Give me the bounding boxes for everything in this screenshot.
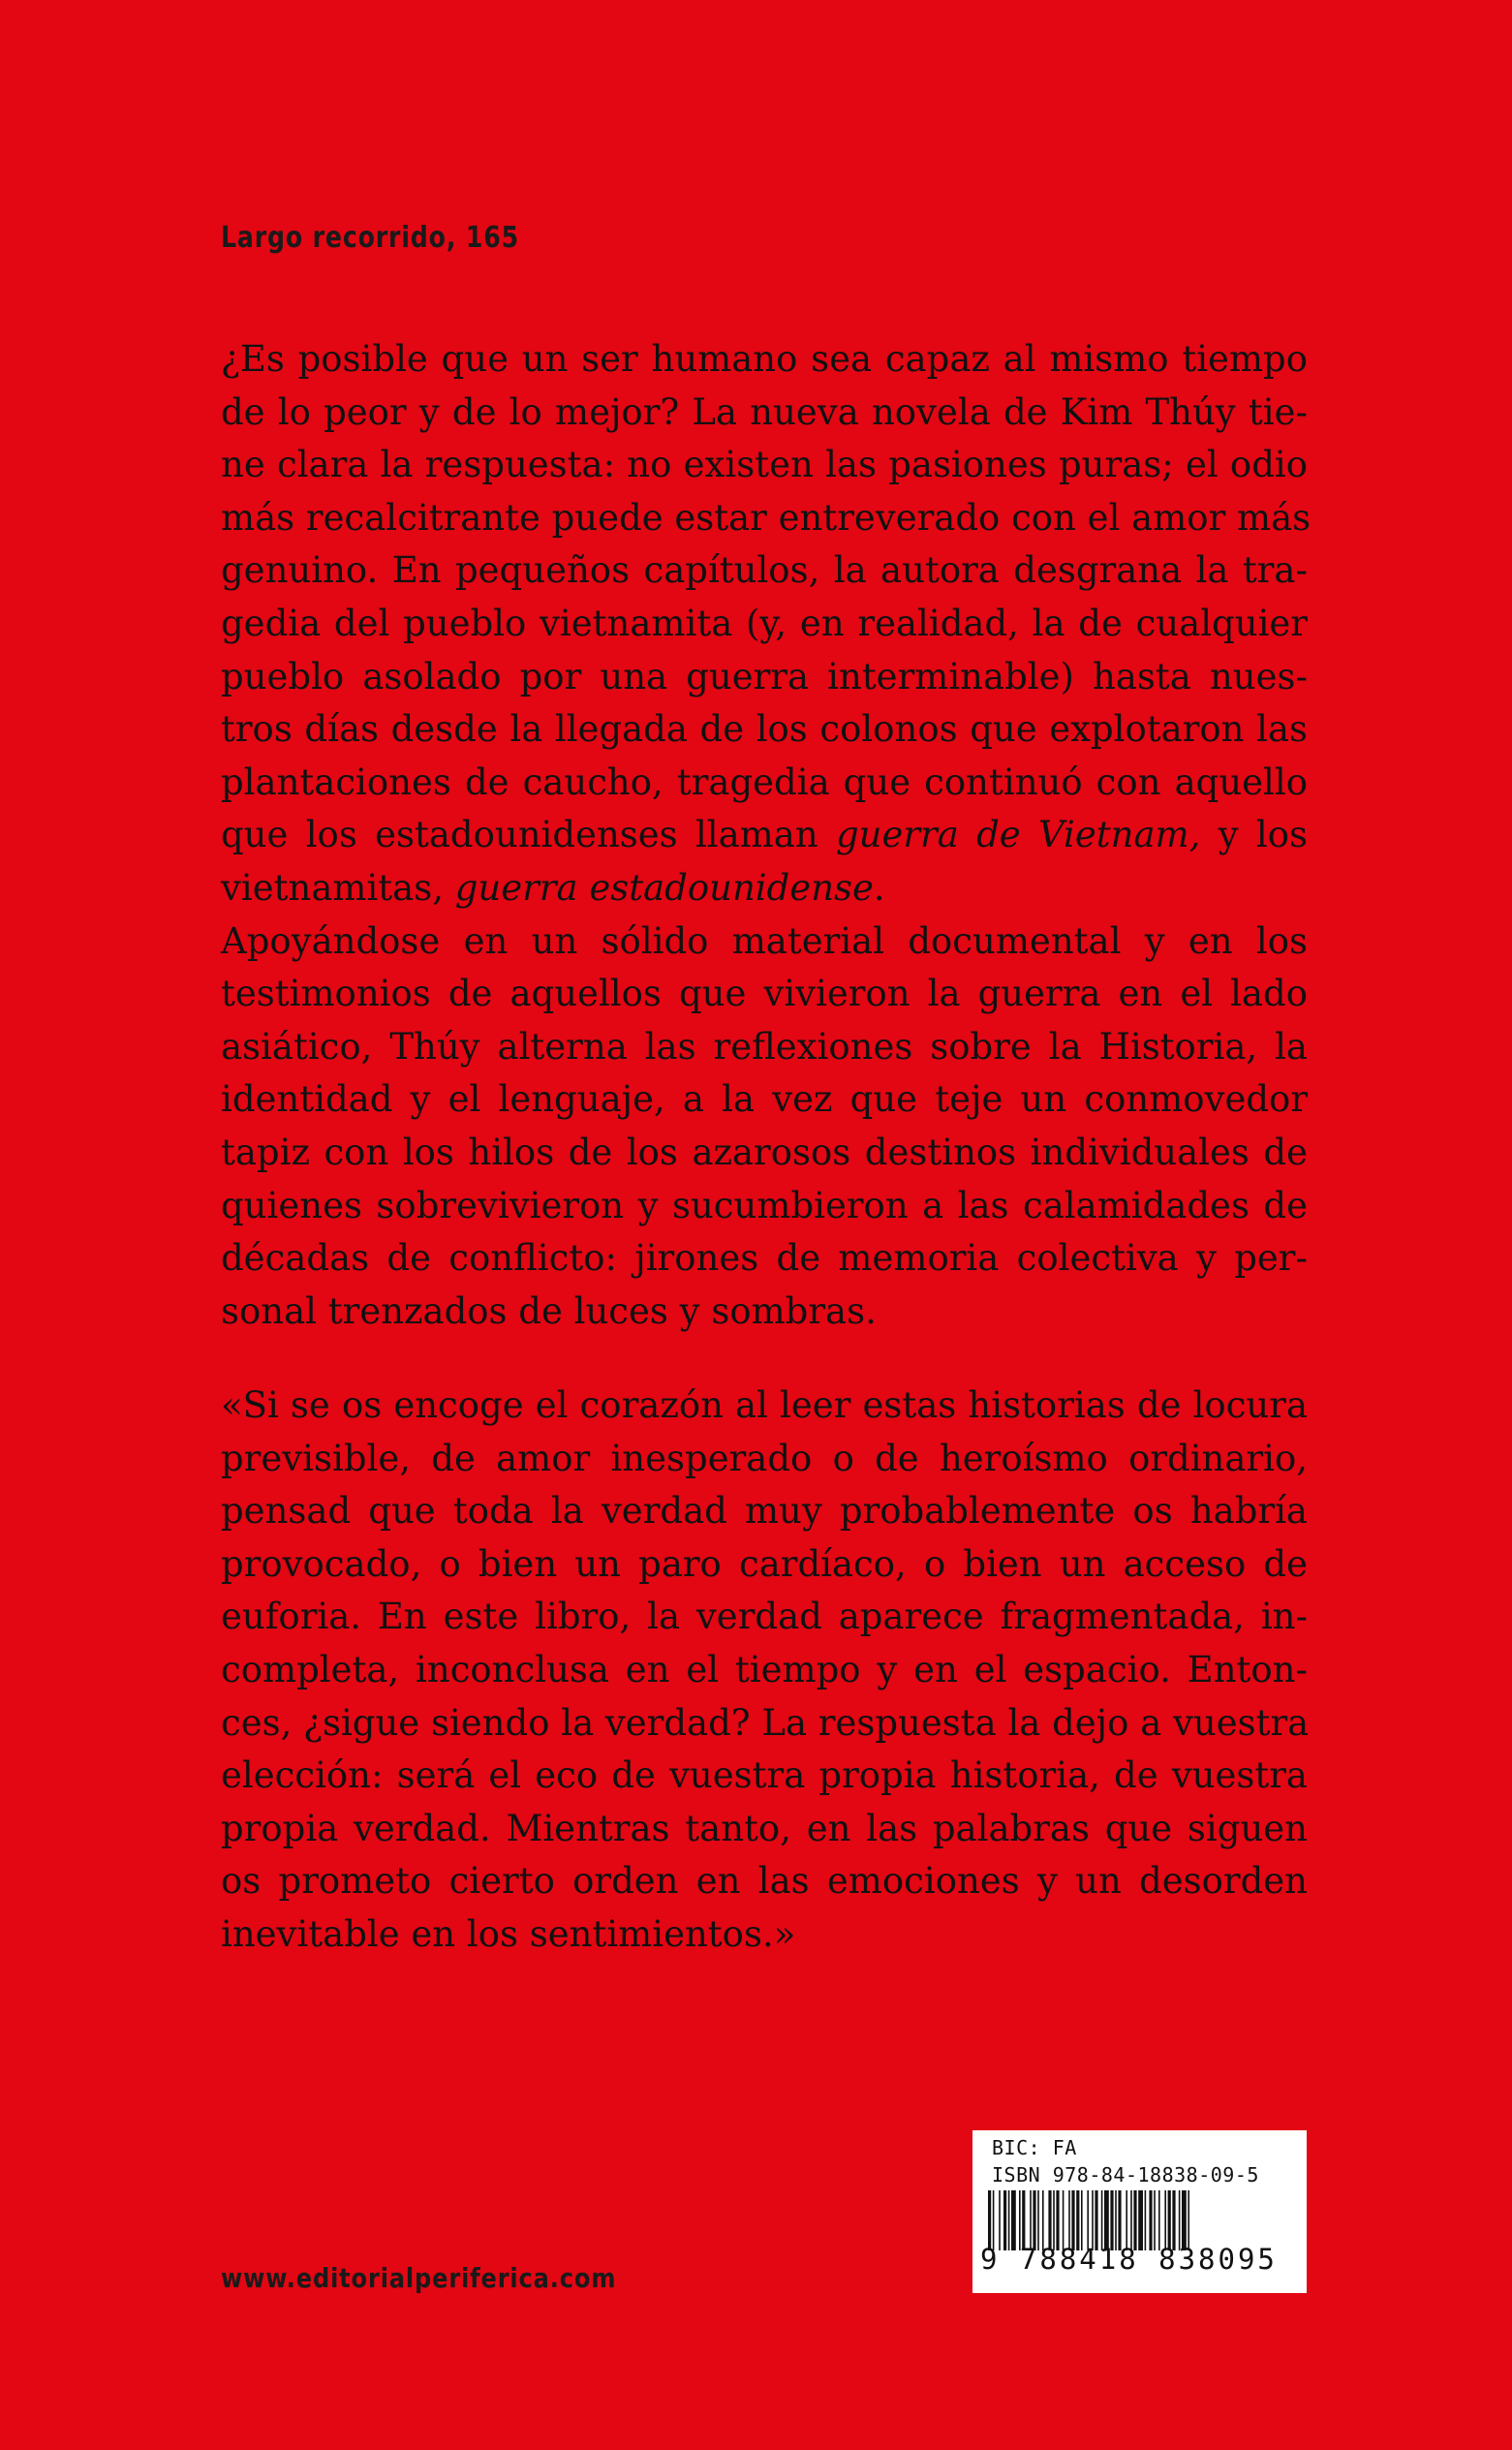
synopsis-line: tros días desde la llegada de los colonos que explotaron las [221,708,1308,751]
quote-line: previsible, de amor inesperado o de heroísmo ordinario, [221,1437,1308,1479]
publisher-website[interactable]: www.editorialperiferica.com [221,2262,617,2294]
synopsis-line: pueblo asolado por una guerra interminable) hasta nues- [221,655,1308,698]
bic-code: BIC: FA [992,2136,1077,2159]
quote-line: completa, inconclusa en el tiempo y en el espacio. Enton- [221,1648,1308,1690]
synopsis-line: ne clara la respuesta: no existen las pasiones puras; el odio [221,444,1308,486]
barcode-digits: 9 788418 838095 [980,2243,1278,2276]
quote-line: elección: será el eco de vuestra propia historia, de vuestra [221,1754,1308,1797]
quote-line: «Si se os encoge el corazón al leer estas historias de locura [221,1384,1308,1426]
synopsis-line: identidad y el lenguaje, a la vez que teje un conmovedor [221,1078,1308,1121]
isbn-number: ISBN 978-84-18838-09-5 [992,2163,1259,2186]
synopsis-line: ¿Es posible que un ser humano sea capaz al mismo tiempo [221,338,1308,380]
synopsis-text-run: y los [1200,814,1308,856]
synopsis-line: Apoyándose en un sólido material documental y en los [221,919,1308,962]
synopsis-line [221,809,1308,862]
synopsis-line: asiático, Thúy alterna las reflexiones sobre la Historia, la [221,1025,1308,1068]
synopsis-line: genuino. En pequeños capítulos, la autora desgrana la tra- [221,549,1308,592]
synopsis-line [221,862,1308,915]
quote-line: provocado, o bien un paro cardíaco, o bien un acceso de [221,1542,1308,1585]
quote-line: propia verdad. Mientras tanto, en las palabras que siguen [221,1807,1308,1849]
synopsis-line: sonal trenzados de luces y sombras. [221,1289,877,1332]
synopsis-line: de lo peor y de lo mejor? La nueva novela de Kim Thúy tie- [221,390,1308,433]
synopsis-italic-title: guerra de Vietnam, [835,814,1201,856]
synopsis-italic-title: guerra estadounidense [454,866,874,909]
synopsis-line: plantaciones de caucho, tragedia que continuó con aquello [221,760,1308,803]
synopsis-text-run: vietnamitas, [221,866,455,909]
synopsis-line: tapiz con los hilos de los azarosos destinos individuales de [221,1131,1308,1173]
quote-line: pensad que toda la verdad muy probablemente os habría [221,1490,1308,1533]
barcode-icon [986,2190,1294,2250]
synopsis-line: gedia del pueblo vietnamita (y, en realidad, la de cualquier [221,602,1308,644]
quote-line: euforia. En este libro, la verdad aparece fragmentada, in- [221,1596,1308,1638]
quote-line: ces, ¿sigue siendo la verdad? La respuesta la dejo a vuestra [221,1701,1310,1744]
synopsis-line: testimonios de aquellos que vivieron la guerra en el lado [221,973,1308,1015]
synopsis-text-run: que los estadounidenses llaman [221,814,836,856]
synopsis-line: décadas de conflicto: jirones de memoria colectiva y per- [221,1237,1308,1280]
isbn-barcode-label [972,2130,1307,2293]
series-label: Largo recorrido, 165 [221,221,519,255]
author-quote [221,1380,1308,1962]
quote-line: os prometo cierto orden en las emociones y un desorden [221,1860,1308,1903]
quote-line: inevitable en los sentimientos.» [221,1912,796,1955]
synopsis-text-run: . [873,866,885,909]
synopsis-line: quienes sobrevivieron y sucumbieron a las calamidades de [221,1184,1308,1226]
synopsis-text [221,333,1311,1338]
synopsis-line: más recalcitrante puede estar entreverado con el amor más [221,496,1311,539]
